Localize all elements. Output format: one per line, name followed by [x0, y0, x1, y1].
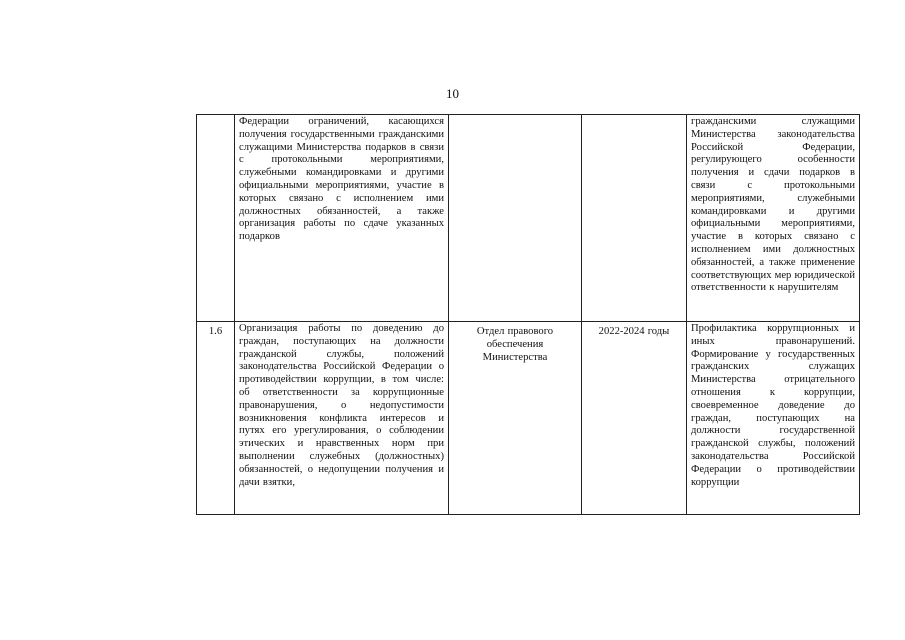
- term-cell: [582, 115, 687, 322]
- measures-table: [196, 114, 860, 515]
- executor-cell: [449, 115, 582, 322]
- page-number: 10: [446, 86, 459, 101]
- executor-cell: [449, 322, 582, 515]
- task-cell: [235, 322, 449, 515]
- row-number: 1.6: [208, 326, 223, 337]
- executor-text: Отдел правового обеспечения Министерства: [476, 326, 554, 363]
- table-row: [197, 322, 860, 515]
- row-number-cell: [197, 322, 235, 515]
- result-cell: [687, 115, 860, 322]
- row-number-cell: [197, 115, 235, 322]
- result-cell: [687, 322, 860, 515]
- result-text: гражданскими служащими Министерства законодательства Российской Федерации, регулирующего особенности получения и сдачи подарков в связи с протокольными мероприятиями, служебными командировками и другими официальными мероприятиями, участие в которых связано с исполнением ими должностных обязанностей, а также применение соответствующих мер юридической ответственности к нарушителям: [691, 116, 856, 294]
- term-text: 2022-2024 годы: [598, 326, 670, 337]
- term-cell: [582, 322, 687, 515]
- table-row: [197, 115, 860, 322]
- task-text: Федерации ограничений, касающихся получения государственными гражданскими служащими Министерства подарков в связи с протокольными мероприятиями, служебными командировками и другими официальными мероприятиями, участие в которых связано с исполнением ими должностных обязанностей, а также организация работы по сдаче указанных подарков: [239, 116, 444, 243]
- task-text: Организация работы по доведению до граждан, поступающих на должности гражданской службы, положений законодательства Российской Федерации о противодействии коррупции, в том числе: об ответственности за коррупционные правонарушения, о недопустимости возникновения конфликта интересов и путях его урегулирования, о соблюдении этических и нравственных норм при выполнении служебных (должностных) обязанностей, о недопущении получения и дачи взятки,: [239, 323, 444, 488]
- task-cell: [235, 115, 449, 322]
- result-text: Профилактика коррупционных и иных правонарушений. Формирование у государственных гражданских служащих Министерства отрицательного отношения к коррупции, своевременное доведение до граждан, поступающих на должности государственной гражданской службы, положений законодательства Российской Федерации о противодействии коррупции: [691, 323, 855, 488]
